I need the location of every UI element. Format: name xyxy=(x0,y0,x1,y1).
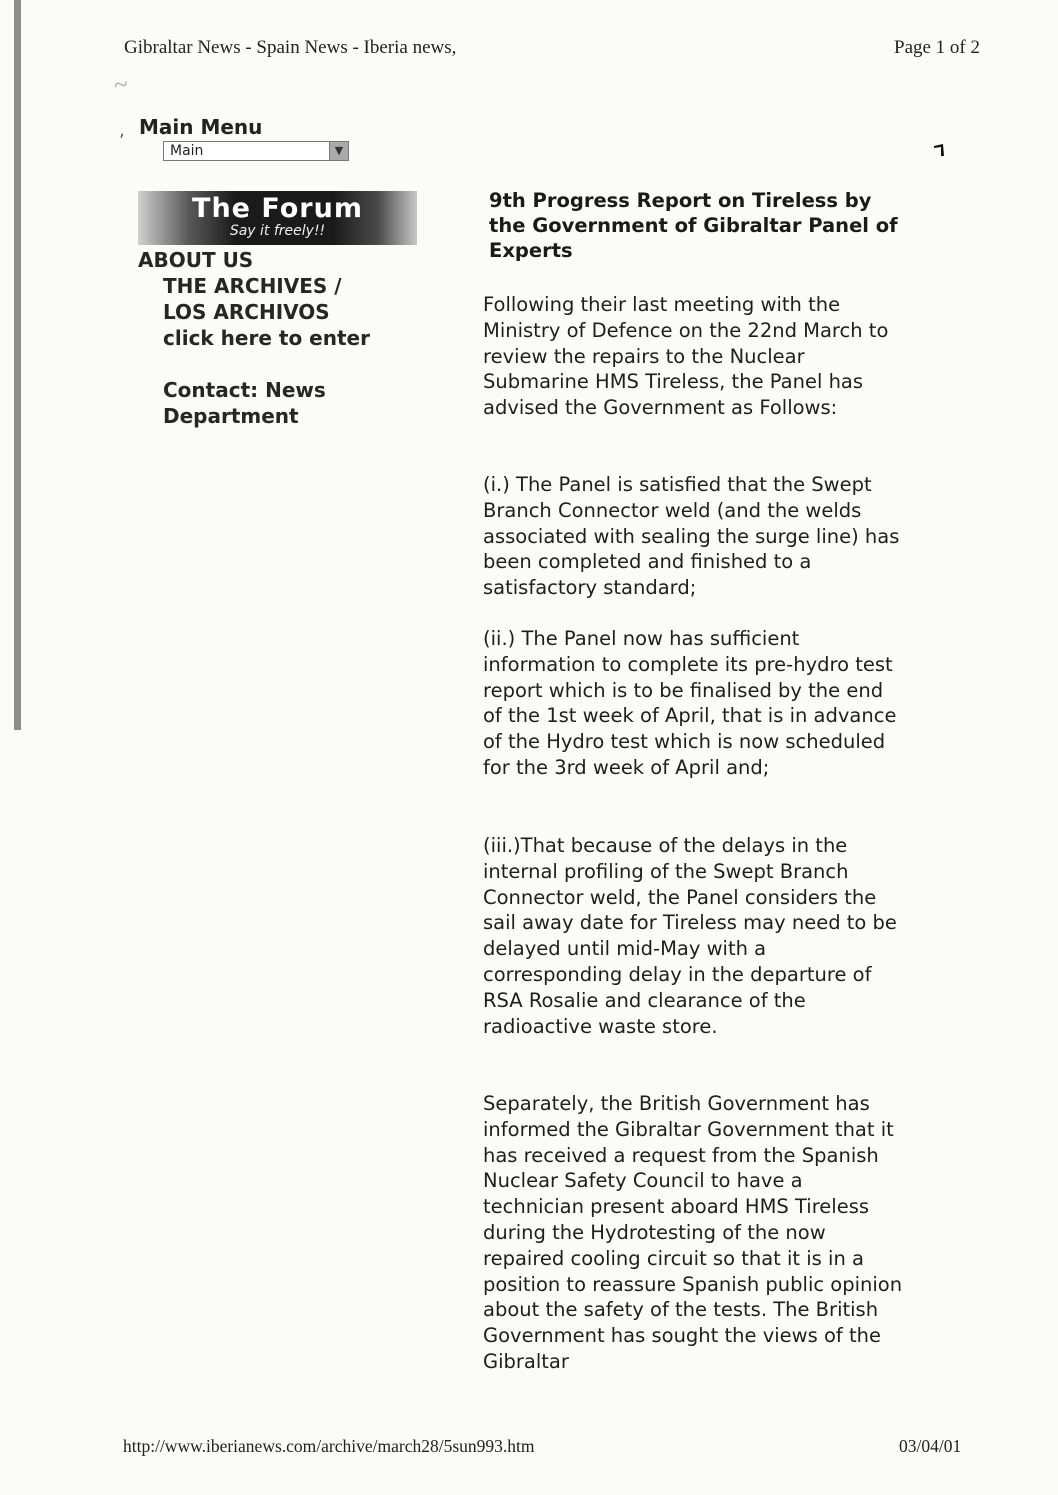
pen-scribble-mark: ~ xyxy=(111,69,130,100)
forum-banner[interactable] xyxy=(138,191,417,245)
forum-banner-title: The Forum xyxy=(192,193,363,224)
nav-archives-link-line2[interactable]: LOS ARCHIVOS xyxy=(163,300,330,324)
forum-banner-subtitle: Say it freely!! xyxy=(229,223,326,239)
scan-edge-bar xyxy=(14,0,21,730)
nav-contact-link[interactable]: Contact: News xyxy=(163,378,326,402)
article-paragraph-2: (i.) The Panel is satisfied that the Swept Branch Connector weld (and the welds associated with sealing the surge line) has been completed and finished to a satisfactory standard; xyxy=(483,473,900,600)
footer-date: 03/04/01 xyxy=(899,1436,962,1456)
main-menu-select[interactable] xyxy=(163,141,349,161)
stray-mark: , xyxy=(119,120,125,141)
page-number: Page 1 of 2 xyxy=(894,37,981,58)
nav-archives-link[interactable]: THE ARCHIVES / xyxy=(163,274,342,298)
article-paragraph-1: Following their last meeting with the Ministry of Defence on the 22nd March to review the repairs to the Nuclear Submarine HMS Tireless, the Panel has advised the Government as Follows: xyxy=(483,293,889,420)
article-paragraph-4: (iii.)That because of the delays in the internal profiling of the Swept Branch Connector weld, the Panel considers the sail away date for Tireless may need to be delayed until mid-May with a corresponding delay in the departure of RSA Rosalie and clearance of the radioactive waste store. xyxy=(483,834,897,1038)
nav-about-us-link[interactable]: ABOUT US xyxy=(138,248,254,272)
nav-archives-enter-link[interactable]: click here to enter xyxy=(163,326,370,350)
article-paragraph-3: (ii.) The Panel now has sufficient information to complete its pre-hydro test report which is to be finalised by the end of the 1st week of April, that is in advance of the Hydro test which is now scheduled for the 3rd week of April and; xyxy=(483,627,897,779)
corner-mark-icon xyxy=(934,144,944,156)
nav-contact-link-line2[interactable]: Department xyxy=(163,404,299,428)
main-menu-select-value: Main xyxy=(170,143,204,159)
chevron-down-icon[interactable]: ▼ xyxy=(329,142,348,160)
main-menu-title: Main Menu xyxy=(139,115,263,139)
article-title: 9th Progress Report on Tireless by the Government of Gibraltar Panel of Experts xyxy=(489,189,898,262)
page-header-title: Gibraltar News - Spain News - Iberia news, xyxy=(124,37,457,58)
article-paragraph-5: Separately, the British Government has informed the Gibraltar Government that it has received a request from the Spanish Nuclear Safety Council to have a technician present aboard HMS Tireless during the Hydrotesting of the now repaired cooling circuit so that it is in a position to reassure Spanish public opinion about the safety of the tests. The British Government has sought the views of the Gibraltar xyxy=(483,1092,903,1373)
footer-url: http://www.iberianews.com/archive/march28/5sun993.htm xyxy=(123,1436,535,1456)
